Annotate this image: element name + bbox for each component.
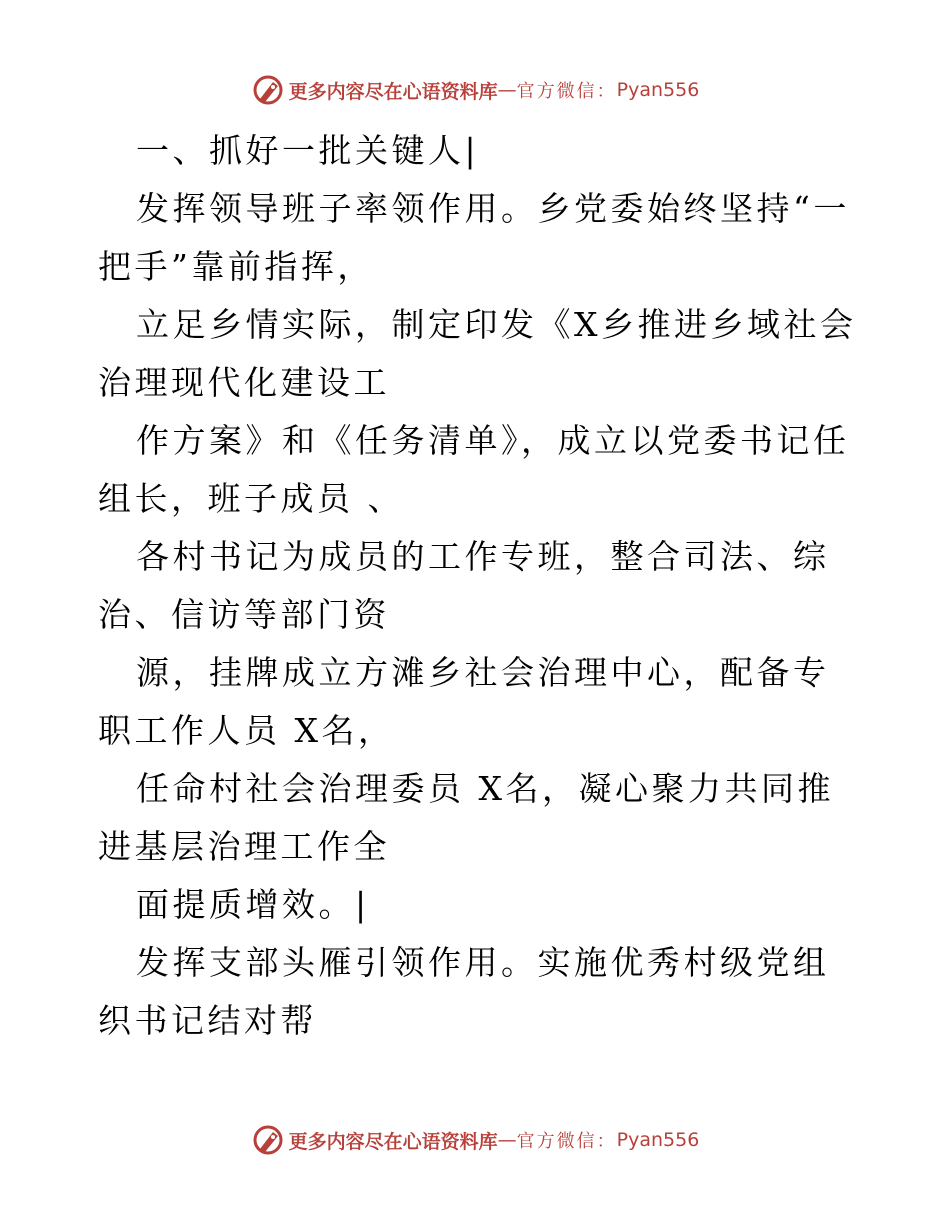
- pen-nib-logo-icon: [251, 1123, 285, 1157]
- document-body: [98, 122, 858, 1050]
- banner-wechat-id: Pyan556: [616, 79, 700, 101]
- banner-title: 更多内容尽在心语资料库: [288, 1130, 498, 1153]
- footer-banner: [0, 1120, 950, 1160]
- paragraph: 任命村社会治理委员 X名，凝心聚力共同推进基层治理工作全: [98, 769, 834, 866]
- paragraph: 立足乡情实际，制定印发《X乡推进乡域社会治理现代化建设工: [98, 305, 857, 402]
- banner-title: 更多内容尽在心语资料库: [288, 80, 498, 103]
- paragraph: 作方案》和《任务清单》，成立以党委书记任组长，班子成员 、: [98, 421, 850, 518]
- paragraph: 各村书记为成员的工作专班，整合司法、综治、信访等部门资: [98, 537, 830, 634]
- banner-wechat-label: 官方微信：: [516, 1131, 617, 1152]
- section-heading: 一、抓好一批关键人|: [136, 131, 480, 170]
- banner-wechat-label: 官方微信：: [516, 81, 617, 102]
- paragraph: 发挥领导班子率领作用。乡党委始终坚持“一把手”靠前指挥，: [98, 189, 850, 286]
- pen-nib-logo-icon: [251, 73, 285, 107]
- banner-separator: —: [497, 1129, 517, 1151]
- banner-separator: —: [497, 79, 517, 101]
- paragraph: 发挥支部头雁引领作用。实施优秀村级党组织书记结对帮: [98, 943, 830, 1040]
- banner-wechat-id: Pyan556: [616, 1129, 700, 1151]
- header-banner: [0, 70, 950, 110]
- paragraph: 面提质增效。|: [136, 885, 370, 924]
- paragraph: 源，挂牌成立方滩乡社会治理中心，配备专职工作人员 X名，: [98, 653, 830, 750]
